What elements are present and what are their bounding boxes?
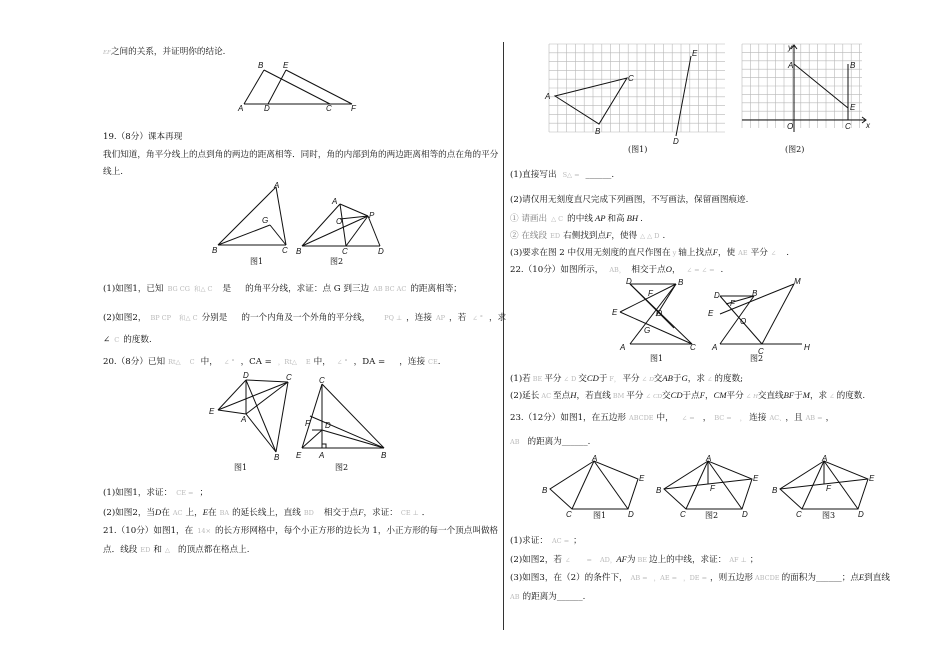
svg-text:O: O xyxy=(787,122,794,131)
svg-text:B: B xyxy=(274,453,280,462)
q22-fig2-caption: 图2 xyxy=(750,354,764,363)
svg-text:B: B xyxy=(752,289,758,298)
svg-text:E: E xyxy=(850,103,856,112)
svg-text:C: C xyxy=(690,343,696,352)
q19-figure-2 xyxy=(296,198,416,256)
q19-text-2: 线上. xyxy=(103,167,123,177)
q20-part1: (1)如图1，求证： CE = ； xyxy=(103,488,209,498)
q20-fig1-caption: 图1 xyxy=(234,463,248,472)
q21-part1: (1)直接写出 S△ = ______. xyxy=(510,170,615,180)
q22-part2: (2)延长 AC 至点H，若直线 BM 平分 ∠ CD交CD于点F，CM平分 ∠ H交直线BF于M，求 ∠ 的度数. xyxy=(510,390,866,401)
label-C: C xyxy=(326,104,332,113)
svg-text:C: C xyxy=(319,376,325,385)
svg-text:C: C xyxy=(342,247,348,256)
svg-text:B: B xyxy=(678,278,684,287)
svg-text:A: A xyxy=(241,415,247,424)
q23-line2: AB 的距离为______. xyxy=(510,437,591,447)
q21-grid-figure-2 xyxy=(742,44,872,136)
svg-text:C: C xyxy=(286,373,292,382)
q22-fig1-caption: 图1 xyxy=(650,354,664,363)
svg-text:F: F xyxy=(305,419,310,428)
q20-part2: (2)如图2，当D在 AC 上，E在 BA 的延长线上，直线 BD 相交于点F，求证： CE ⊥ ． xyxy=(103,507,431,518)
q23-figure-2 xyxy=(654,455,766,517)
q23-part3-line2: AB 的距离为______. xyxy=(510,592,586,602)
figure-triangles-abc-def xyxy=(238,62,363,112)
svg-text:D: D xyxy=(243,371,249,380)
q20-fig2-caption: 图2 xyxy=(335,463,349,472)
svg-text:C: C xyxy=(758,347,764,356)
svg-text:C: C xyxy=(628,74,634,83)
svg-text:B: B xyxy=(656,486,662,495)
svg-text:E: E xyxy=(869,474,875,483)
q21-part2-1: ① 请画出 △ C 的中线 AP 和高 BH . xyxy=(510,213,643,224)
q23-figure-1 xyxy=(540,455,652,517)
svg-text:C: C xyxy=(566,510,572,519)
svg-text:B: B xyxy=(595,127,601,136)
svg-text:E: E xyxy=(753,474,759,483)
q19-part2: (2)如图2， BP CP 和△ C 分别是 的一个内角及一个外角的平分线， PQ ⊥ ，连接 AP ，若 ∠ ° ，求 xyxy=(103,313,507,323)
svg-text:A: A xyxy=(706,454,712,463)
q19-header: 19.（8分）课本再现 xyxy=(103,132,183,142)
svg-text:D: D xyxy=(673,137,679,146)
q21-grid-figure-1 xyxy=(545,44,727,146)
column-divider xyxy=(503,42,504,630)
svg-text:C: C xyxy=(845,122,851,131)
svg-text:F: F xyxy=(730,299,735,308)
label-E: E xyxy=(283,61,289,70)
svg-text:x: x xyxy=(866,121,870,130)
svg-text:G: G xyxy=(262,216,269,225)
q20-figure-1 xyxy=(206,372,306,460)
svg-text:D: D xyxy=(858,510,864,519)
svg-text:B: B xyxy=(850,61,856,70)
q21-part2: (2)请仅用无刻度直尺完成下列画图，不写画法，保留画图痕迹. xyxy=(510,195,749,205)
svg-text:A: A xyxy=(712,343,718,352)
svg-text:D: D xyxy=(714,291,720,300)
svg-text:O: O xyxy=(336,217,343,226)
svg-text:A: A xyxy=(620,343,626,352)
label-A: A xyxy=(238,104,244,113)
q22-header: 22.（10分）如图所示， AB， 相交于点O， ∠ = ∠ = . xyxy=(510,264,724,275)
svg-text:A: A xyxy=(545,92,551,101)
label-B: B xyxy=(258,61,264,70)
q21-header: 21.（10分）如图1，在 14× 的长方形网格中，每个小正方形的边长为 1，小正方形的每一个顶点叫做格 xyxy=(103,526,499,536)
svg-text:D: D xyxy=(378,247,384,256)
svg-text:B: B xyxy=(381,451,387,460)
svg-text:A: A xyxy=(822,454,828,463)
svg-text:A: A xyxy=(274,181,280,190)
q23-fig2-caption: 图2 xyxy=(705,511,719,520)
svg-text:D: D xyxy=(742,510,748,519)
q22-figure-1 xyxy=(612,277,700,352)
svg-text:B: B xyxy=(542,486,548,495)
svg-text:O: O xyxy=(740,317,747,326)
svg-text:D: D xyxy=(325,421,331,430)
label-F: F xyxy=(351,104,356,113)
q23-fig3-caption: 图3 xyxy=(822,511,836,520)
q22-part1: (1)若 BE 平分 ∠ D 交CD于 F， 平分 ∠ D交AB于G，求 ∠ 的度数; xyxy=(510,373,744,384)
svg-text:B: B xyxy=(772,486,778,495)
q19-part1: (1)如图1，已知 BG CG 和△ C 是 的角平分线，求证：点 G 到三边 AB BC AC 的距离相等； xyxy=(103,284,462,294)
svg-text:E: E xyxy=(209,407,215,416)
svg-text:E: E xyxy=(296,451,302,460)
q21-line2: 点．线段 ED 和 △ 的顶点都在格点上. xyxy=(103,545,250,555)
q23-fig1-caption: 图1 xyxy=(593,511,607,520)
svg-text:A: A xyxy=(788,61,794,70)
q23-part2: (2)如图2，若 ∠ = AD，AF为 BE 边上的中线，求证： AF ⊥ ； xyxy=(510,554,759,565)
svg-text:B: B xyxy=(212,246,218,255)
q21-fig1-caption: (图1) xyxy=(628,145,648,154)
svg-text:A: A xyxy=(319,451,325,460)
svg-text:F: F xyxy=(710,484,715,493)
q22-figure-2 xyxy=(708,277,812,356)
svg-text:A: A xyxy=(332,197,338,206)
svg-text:E: E xyxy=(692,49,698,58)
q19-fig2-caption: 图2 xyxy=(330,257,344,266)
q19-fig1-caption: 图1 xyxy=(250,257,264,266)
q19-text-1: 我们知道，角平分线上的点到角的两边的距离相等．同时，角的内部到角的两边距离相等的点在角的平分 xyxy=(103,150,499,160)
svg-text:C: C xyxy=(282,246,288,255)
q21-part3: (3)要求在图 2 中仅用无刻度的直尺作图在 y 轴上找点F，使 AE 平分 ∠ . xyxy=(510,247,789,258)
q23-part1: (1)求证： AC = ； xyxy=(510,536,582,546)
svg-text:G: G xyxy=(644,326,651,335)
svg-text:C: C xyxy=(680,510,686,519)
q23-figure-3 xyxy=(770,455,882,517)
svg-text:D: D xyxy=(626,277,632,286)
q20-figure-2 xyxy=(296,378,392,460)
svg-text:E: E xyxy=(639,474,645,483)
label-D: D xyxy=(264,104,270,113)
q20-header: 20.（8分）已知 Rt△ C 中， ∠ ° ，CA = ，Rt△ E 中， ∠ ° ，DA = ，连接 CE. xyxy=(103,357,441,367)
svg-text:F: F xyxy=(826,484,831,493)
svg-text:y: y xyxy=(788,43,792,52)
svg-text:O: O xyxy=(656,309,663,318)
q23-part3: (3)如图3，在（2）的条件下， AB = ，AE = ，DE = ，则五边形 ABCDE 的面积为______；点E到直线 xyxy=(510,572,890,583)
intro-line: EF之间的关系，并证明你的结论. xyxy=(103,47,226,57)
q21-part2-2: ② 在线段 ED 右侧找到点F，使得 △ △ D . xyxy=(510,230,666,241)
q23-header: 23.（12分）如图1，在五边形 ABCDE 中， ∠ = ， BC = ， 连接 AC、 ，且 AB = ， xyxy=(510,413,835,423)
svg-text:D: D xyxy=(628,510,634,519)
svg-text:F: F xyxy=(648,289,653,298)
svg-text:C: C xyxy=(796,510,802,519)
svg-text:B: B xyxy=(296,247,302,256)
q19-part2-line2: ∠ C 的度数. xyxy=(103,335,152,345)
q19-figure-1 xyxy=(210,183,300,253)
q21-fig2-caption: (图2) xyxy=(785,145,805,154)
svg-text:M: M xyxy=(794,277,801,286)
svg-text:E: E xyxy=(708,309,714,318)
svg-text:P: P xyxy=(369,211,375,220)
svg-text:H: H xyxy=(804,343,810,352)
svg-text:E: E xyxy=(612,308,618,317)
svg-text:A: A xyxy=(592,454,598,463)
